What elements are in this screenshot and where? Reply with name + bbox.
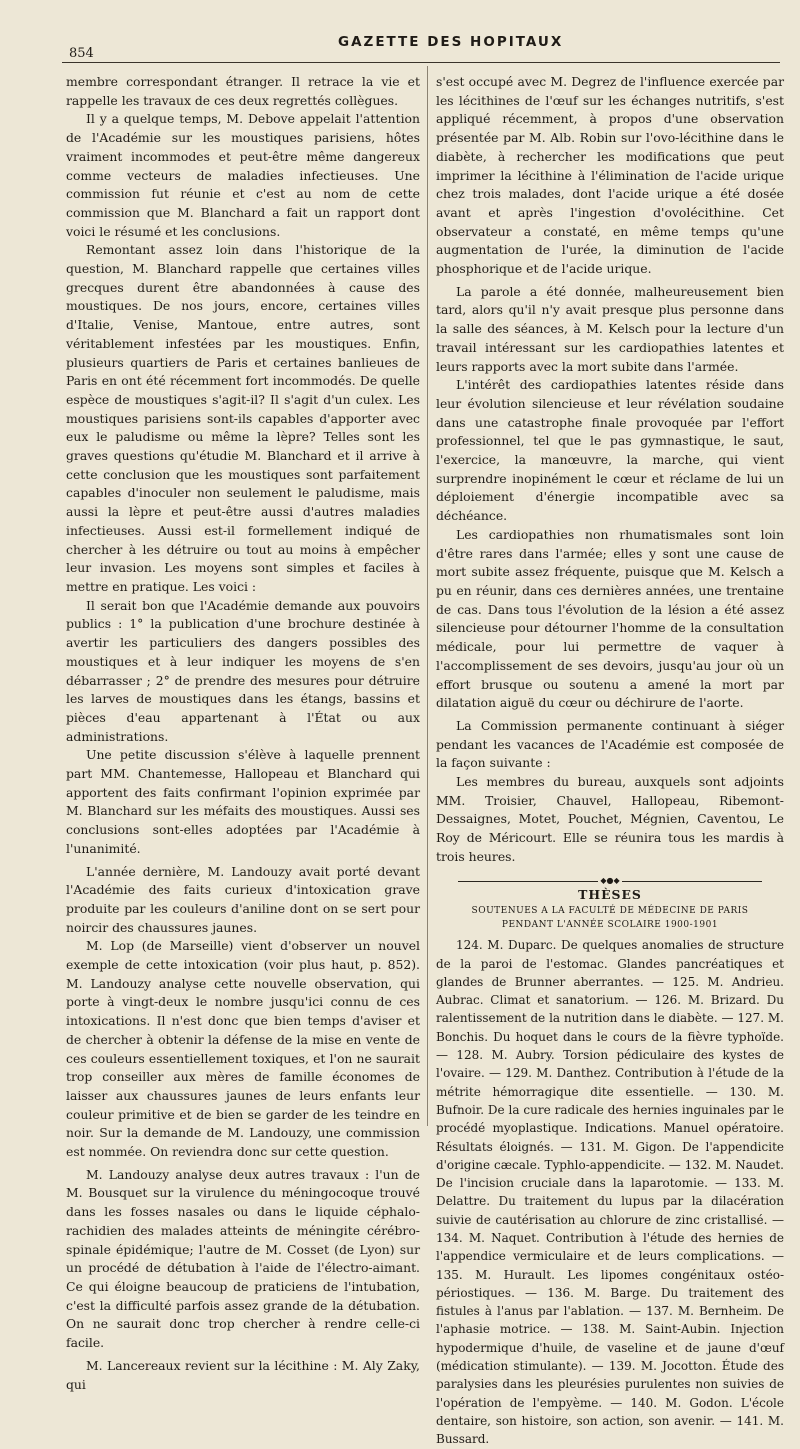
theses-title: THÈSES xyxy=(578,886,642,902)
paragraph: Les cardiopathies non rhumatismales sont loin d'être rares dans l'armée; elles y sont une cause de mort subite assez fréquente, puisque que M. Kelsch a pu en réunir, dans ces dernières années, une trentaine de cas. Dans tous l'évolution de la lésion a été assez silencieuse pour détourner l'homme de la consultation médicale, pour lui permettre de vaquer à l'accomplissement de ses devoirs, jusqu'au jour où un effort brusque ou soutenu a amené la mort par dilatation aiguë du cœur ou déchirure de l'aorte. xyxy=(436,526,784,711)
paragraph: Une petite discussion s'élève à laquelle prennent part MM. Chantemesse, Hallopeau et Blanchard qui apportent des faits confirmant l'opinion exprimée par M. Blanchard sur les méfaits des moustiques. Aussi ses conclusions sont-elles adoptées par l'Académie à l'unanimité. xyxy=(66,747,420,856)
column-divider xyxy=(427,66,428,1126)
right-column xyxy=(436,73,784,1449)
theses-subtitle-year: PENDANT L'ANNÉE SCOLAIRE 1900-1901 xyxy=(501,920,719,931)
paragraph: L'intérêt des cardiopathies latentes réside dans leur évolution silencieuse et leur révélation soudaine dans une catastrophe finale provoquée par l'effort professionnel, tel que le pas gymnastique, le saut, l'exercice, la manœuvre, la marche, qui vient surprendre inopinément le cœur et réclame de lui un déploiement d'énergie incompatible avec sa déchéance. xyxy=(436,377,784,524)
paragraph: Il y a quelque temps, M. Debove appelait l'attention de l'Académie sur les moustiques parisiens, hôtes vraiment incommodes et peut-être même dangereux comme vecteurs de maladies infectieuses. Une commission fut réunie et c'est au nom de cette commission que M. Blanchard a fait un rapport dont voici le résumé et les conclusions. xyxy=(66,111,420,239)
paragraph: Les membres du bureau, auxquels sont adjoints MM. Troisier, Chauvel, Hallopeau, Ribemont-Dessaignes, Motet, Pouchet, Mégnien, Caventou, Le Roy de Méricourt. Elle se réunira tous les mardis à trois heures. xyxy=(436,774,784,864)
paragraph: M. Lancereaux revient sur la lécithine : M. Aly Zaky, qui xyxy=(66,1357,420,1392)
header-rule xyxy=(62,62,780,63)
paragraph: M. Landouzy analyse deux autres travaux : l'un de M. Bousquet sur la virulence du méningocoque trouvé dans les fosses nasales ou dans le liquide céphalo-rachidien des malades atteints de méningite cérébro-spinale épidémique; l'autre de M. Cosset (de Lyon) sur un procédé de détubation à l'aide de l'électro-aimant. Ce qui éloigne beaucoup de praticiens de l'intubation, c'est la difficulté parfois assez grande de la détubation. On ne saurait donc trop chercher à rendre celle-ci facile. xyxy=(66,1166,420,1351)
paragraph: Remontant assez loin dans l'historique de la question, M. Blanchard rappelle que certaines villes grecques durent être abandonnées à cause des moustiques. De nos jours, encore, certaines villes d'Italie, Venise, Mantoue, entre autres, sont véritablement infestées par les moustiques. Enfin, plusieurs quartiers de Paris et certaines banlieues de Paris en ont été récemment fort incommodés. De quelle espèce de moustiques s'agit-il? Il s'agit d'un culex. Les moustiques parisiens sont-ils capables d'apporter avec eux le paludisme ou même la lèpre? Telles sont les graves questions qu'étudie M. Blanchard et il arrive à cette conclusion que les moustiques sont parfaitement capables d'inoculer non seulement le paludisme, mais aussi la lèpre et peut-être aussi d'autres maladies infectieuses. Aussi est-il formellement indiqué de chercher à les détruire ou tout au moins à empêcher leur invasion. Les moyens sont simples et faciles à mettre en pratique. Les voici : xyxy=(66,242,420,594)
page-number: 854 xyxy=(69,46,94,61)
running-head: GAZETTE DES HOPITAUX xyxy=(338,34,564,50)
paragraph: membre correspondant étranger. Il retrace la vie et rappelle les travaux de ces deux regrettés collègues. xyxy=(66,74,420,108)
paragraph: La parole a été donnée, malheureusement bien tard, alors qu'il n'y avait presque plus personne dans la salle des séances, à M. Kelsch pour la lecture d'un travail intéressant sur les cardiopathies latentes et leurs rapports avec la mort subite dans l'armée. xyxy=(436,283,784,374)
section-ornament: ◆●◆ xyxy=(436,872,784,882)
theses-subtitle: SOUTENUES A LA FACULTÉ DE MÉDECINE DE PARIS xyxy=(471,906,749,917)
paragraph: s'est occupé avec M. Degrez de l'influence exercée par les lécithines de l'œuf sur les échanges nutritifs, s'est appliqué récemment, à propos d'une observation présentée par M. Alb. Robin sur l'ovo-lécithine dans le diabète, à rechercher les modifications que peut imprimer la lécithine à l'élimination de l'acide urique chez trois malades, dont l'acide urique a été dosée avant et après l'ingestion d'ovolécithine. Cet observateur a constaté, en même temps qu'une augmentation de l'urée, la diminution de l'acide phosphorique et de l'acide urique. xyxy=(436,74,784,277)
paragraph: La Commission permanente continuant à siéger pendant les vacances de l'Académie est composée de la façon suivante : xyxy=(436,717,784,771)
paragraph: Il serait bon que l'Académie demande aux pouvoirs publics : 1° la publication d'une brochure destinée à avertir les particuliers des dangers possibles des moustiques et à leur indiquer les moyens de s'en débarrasser ; 2° de prendre des mesures pour détruire les larves de moustiques dans les étangs, bassins et pièces d'eau appartenant à l'État ou aux administrations. xyxy=(66,597,420,744)
paragraph: M. Lop (de Marseille) vient d'observer un nouvel exemple de cette intoxication (voir plus haut, p. 852). M. Landouzy analyse cette nouvelle observation, qui porte à vingt-deux le nombre jusqu'ici connu de ces intoxications. Il n'est donc que bien temps d'aviser et de chercher à obtenir la défense de la mise en vente de ces couleurs essentiellement toxiques, et l'on ne saurait trop conseiller aux mères de famille économes de laisser aux chaussures jaunes de leurs enfants leur couleur primitive et de bien se garder de les teindre en noir. Sur la demande de M. Landouzy, une commission est nommée. On reviendra donc sur cette question. xyxy=(66,938,420,1160)
theses-list: 124. M. Duparc. De quelques anomalies de structure de la paroi de l'estomac. Glandes pancréatiques et glandes de Brunner aberrantes. — 125. M. Andrieu. Aubrac. Climat et sanatorium. — 126. M. Brizard. Du ralentissement de la nutrition dans le diabète. — 127. M. Bonchis. Du hoquet dans le cours de la fièvre typhoïde. — 128. M. Aubry. Torsion pédiculaire des kystes de l'ovaire. — 129. M. Danthez. Contribution à l'étude de la métrite hémorragique dite essentielle. — 130. M. Bufnoir. De la cure radicale des hernies inguinales par le procédé myoplastique. Indications. Manuel opératoire. Résultats éloignés. — 131. M. Gigon. De l'appendicite d'origine cæcale. Typhlo-appendicite. — 132. M. Naudet. De l'incision cruciale dans la laparotomie. — 133. M. Delattre. Du traitement du lupus par la dilacération suivie de cautérisation au chlorure de zinc cristallisé. — 134. M. Naquet. Contribution à l'étude des hernies de l'appendice vermiculaire et de leurs complications. — 135. M. Hurault. Les lipomes congénitaux ostéo-périostiques. — 136. M. Barge. Du traitement des fistules à l'anus par l'ablation. — 137. M. Bernheim. De l'aphasie motrice. — 138. M. Saint-Aubin. Injection hypodermique d'huile, de vaseline et de jaune d'œuf (médication stimulante). — 139. M. Jocotton. Étude des paralysies dans les pleurésies purulentes non suivies de l'opération de l'empyème. — 140. M. Godon. L'école dentaire, son histoire, son action, son avenir. — 141. M. Bussard. xyxy=(436,938,784,1447)
left-column xyxy=(66,73,420,1394)
paragraph: L'année dernière, M. Landouzy avait porté devant l'Académie des faits curieux d'intoxication grave produite par les couleurs d'aniline dont on se sert pour noircir des chaussures jaunes. xyxy=(66,863,420,935)
